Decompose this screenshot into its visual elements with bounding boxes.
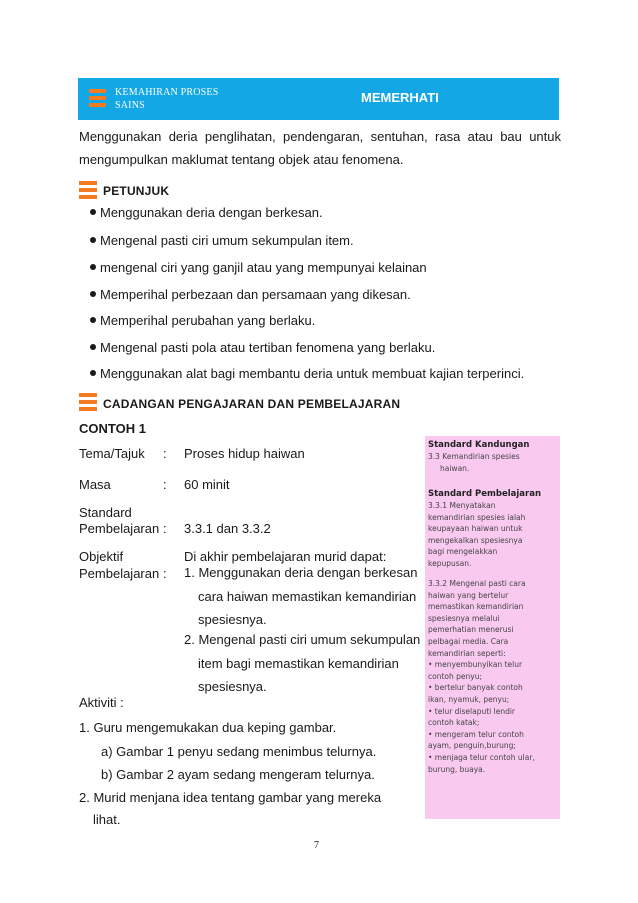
list-icon	[79, 393, 97, 411]
colon: :	[163, 477, 167, 492]
menu-icon	[89, 89, 106, 109]
list-item: Memperihal perubahan yang berlaku.	[90, 313, 315, 328]
objektif-line: item bagi memastikan kemandirian	[198, 656, 399, 671]
aktiviti-label: Aktiviti :	[79, 695, 124, 710]
sidebar-line: 3.3 Kemandirian spesies	[428, 452, 520, 461]
banner-subtitle	[115, 86, 219, 112]
sidebar-block-332: 3.3.2 Mengenal pasti cara haiwan yang bertelur memastikan kemandirian spesiesnya melalui pemerhatian menerusi pelbagai media. Cara kemandirian seperti: • menyembunyikan telur contoh penyu; • bertelur banyak contoh ikan, nyamuk, penyu; • telur diselaputi lendir contoh katak; • mengeram telur contoh ayam, penguin,burung; • menjaga telur contoh ular, burung, buaya.	[428, 579, 535, 774]
objektif-line: 1. Menggunakan deria dengan berkesan	[184, 565, 418, 580]
objektif-line: 2. Mengenal pasti ciri umum sekumpulan	[184, 632, 421, 647]
list-item: Memperihal perbezaan dan persamaan yang dikesan.	[90, 287, 411, 302]
standard-label: Standard	[79, 505, 132, 520]
cadangan-heading: CADANGAN PENGAJARAN DAN PEMBELAJARAN	[103, 397, 401, 411]
list-icon	[79, 181, 97, 199]
banner-title: MEMERHATI	[361, 90, 439, 105]
list-item: Menggunakan deria dengan berkesan.	[90, 205, 323, 220]
list-item: mengenal ciri yang ganjil atau yang mempunyai kelainan	[90, 260, 427, 275]
list-item: Mengenal pasti pola atau tertiban fenomena yang berlaku.	[90, 340, 435, 355]
banner-subtitle-line: SAINS	[115, 100, 145, 111]
objektif-line: spesiesnya.	[198, 679, 267, 694]
colon: :	[163, 446, 167, 461]
aktiviti-line: 2. Murid menjana idea tentang gambar yang mereka	[79, 790, 382, 805]
bullet-icon	[90, 344, 96, 350]
objektif-label: Pembelajaran	[79, 566, 160, 581]
bullet-icon	[90, 317, 96, 323]
standard-value: 3.3.1 dan 3.3.2	[184, 521, 271, 536]
sidebar-block-331: 3.3.1 Menyatakan kemandirian spesies ialah keupayaan haiwan untuk mengekalkan spesiesnya bagi mengelakkan kepupusan.	[428, 501, 526, 568]
objektif-line: spesiesnya.	[198, 612, 267, 627]
objektif-label: Objektif	[79, 549, 124, 564]
sidebar-heading: Standard Kandungan	[428, 440, 530, 450]
colon: :	[163, 566, 167, 581]
tema-label: Tema/Tajuk	[79, 446, 145, 461]
colon: :	[163, 521, 167, 536]
bullet-icon	[90, 370, 96, 376]
objektif-line: cara haiwan memastikan kemandirian	[198, 589, 417, 604]
banner-subtitle-line: KEMAHIRAN PROSES	[115, 87, 219, 98]
aktiviti-line: b) Gambar 2 ayam sedang mengeram telurnya.	[101, 767, 375, 782]
page-number: 7	[314, 840, 319, 851]
bullet-icon	[90, 237, 96, 243]
bullet-icon	[90, 264, 96, 270]
section-banner	[78, 78, 559, 120]
intro-line-2: mengumpulkan maklumat tentang objek atau fenomena.	[79, 152, 404, 167]
masa-value: 60 minit	[184, 477, 230, 492]
example-title: CONTOH 1	[79, 421, 146, 436]
tema-value: Proses hidup haiwan	[184, 446, 305, 461]
masa-label: Masa	[79, 477, 111, 492]
list-item: Menggunakan alat bagi membantu deria untuk membuat kajian terperinci.	[90, 366, 524, 381]
standards-sidebar	[425, 436, 560, 819]
bullet-icon	[90, 209, 96, 215]
aktiviti-line: a) Gambar 1 penyu sedang menimbus telurnya.	[101, 744, 377, 759]
sidebar-line: haiwan.	[440, 464, 470, 473]
aktiviti-line: 1. Guru mengemukakan dua keping gambar.	[79, 720, 337, 735]
standard-label: Pembelajaran	[79, 521, 160, 536]
list-item: Mengenal pasti ciri umum sekumpulan item.	[90, 233, 354, 248]
sidebar-heading: Standard Pembelajaran	[428, 489, 542, 499]
petunjuk-heading: PETUNJUK	[103, 184, 170, 198]
objektif-intro: Di akhir pembelajaran murid dapat:	[184, 549, 387, 564]
intro-line-1: Menggunakan deria penglihatan, pendengaran, sentuhan, rasa atau bau untuk	[79, 129, 561, 144]
bullet-icon	[90, 291, 96, 297]
aktiviti-line: lihat.	[93, 812, 121, 827]
